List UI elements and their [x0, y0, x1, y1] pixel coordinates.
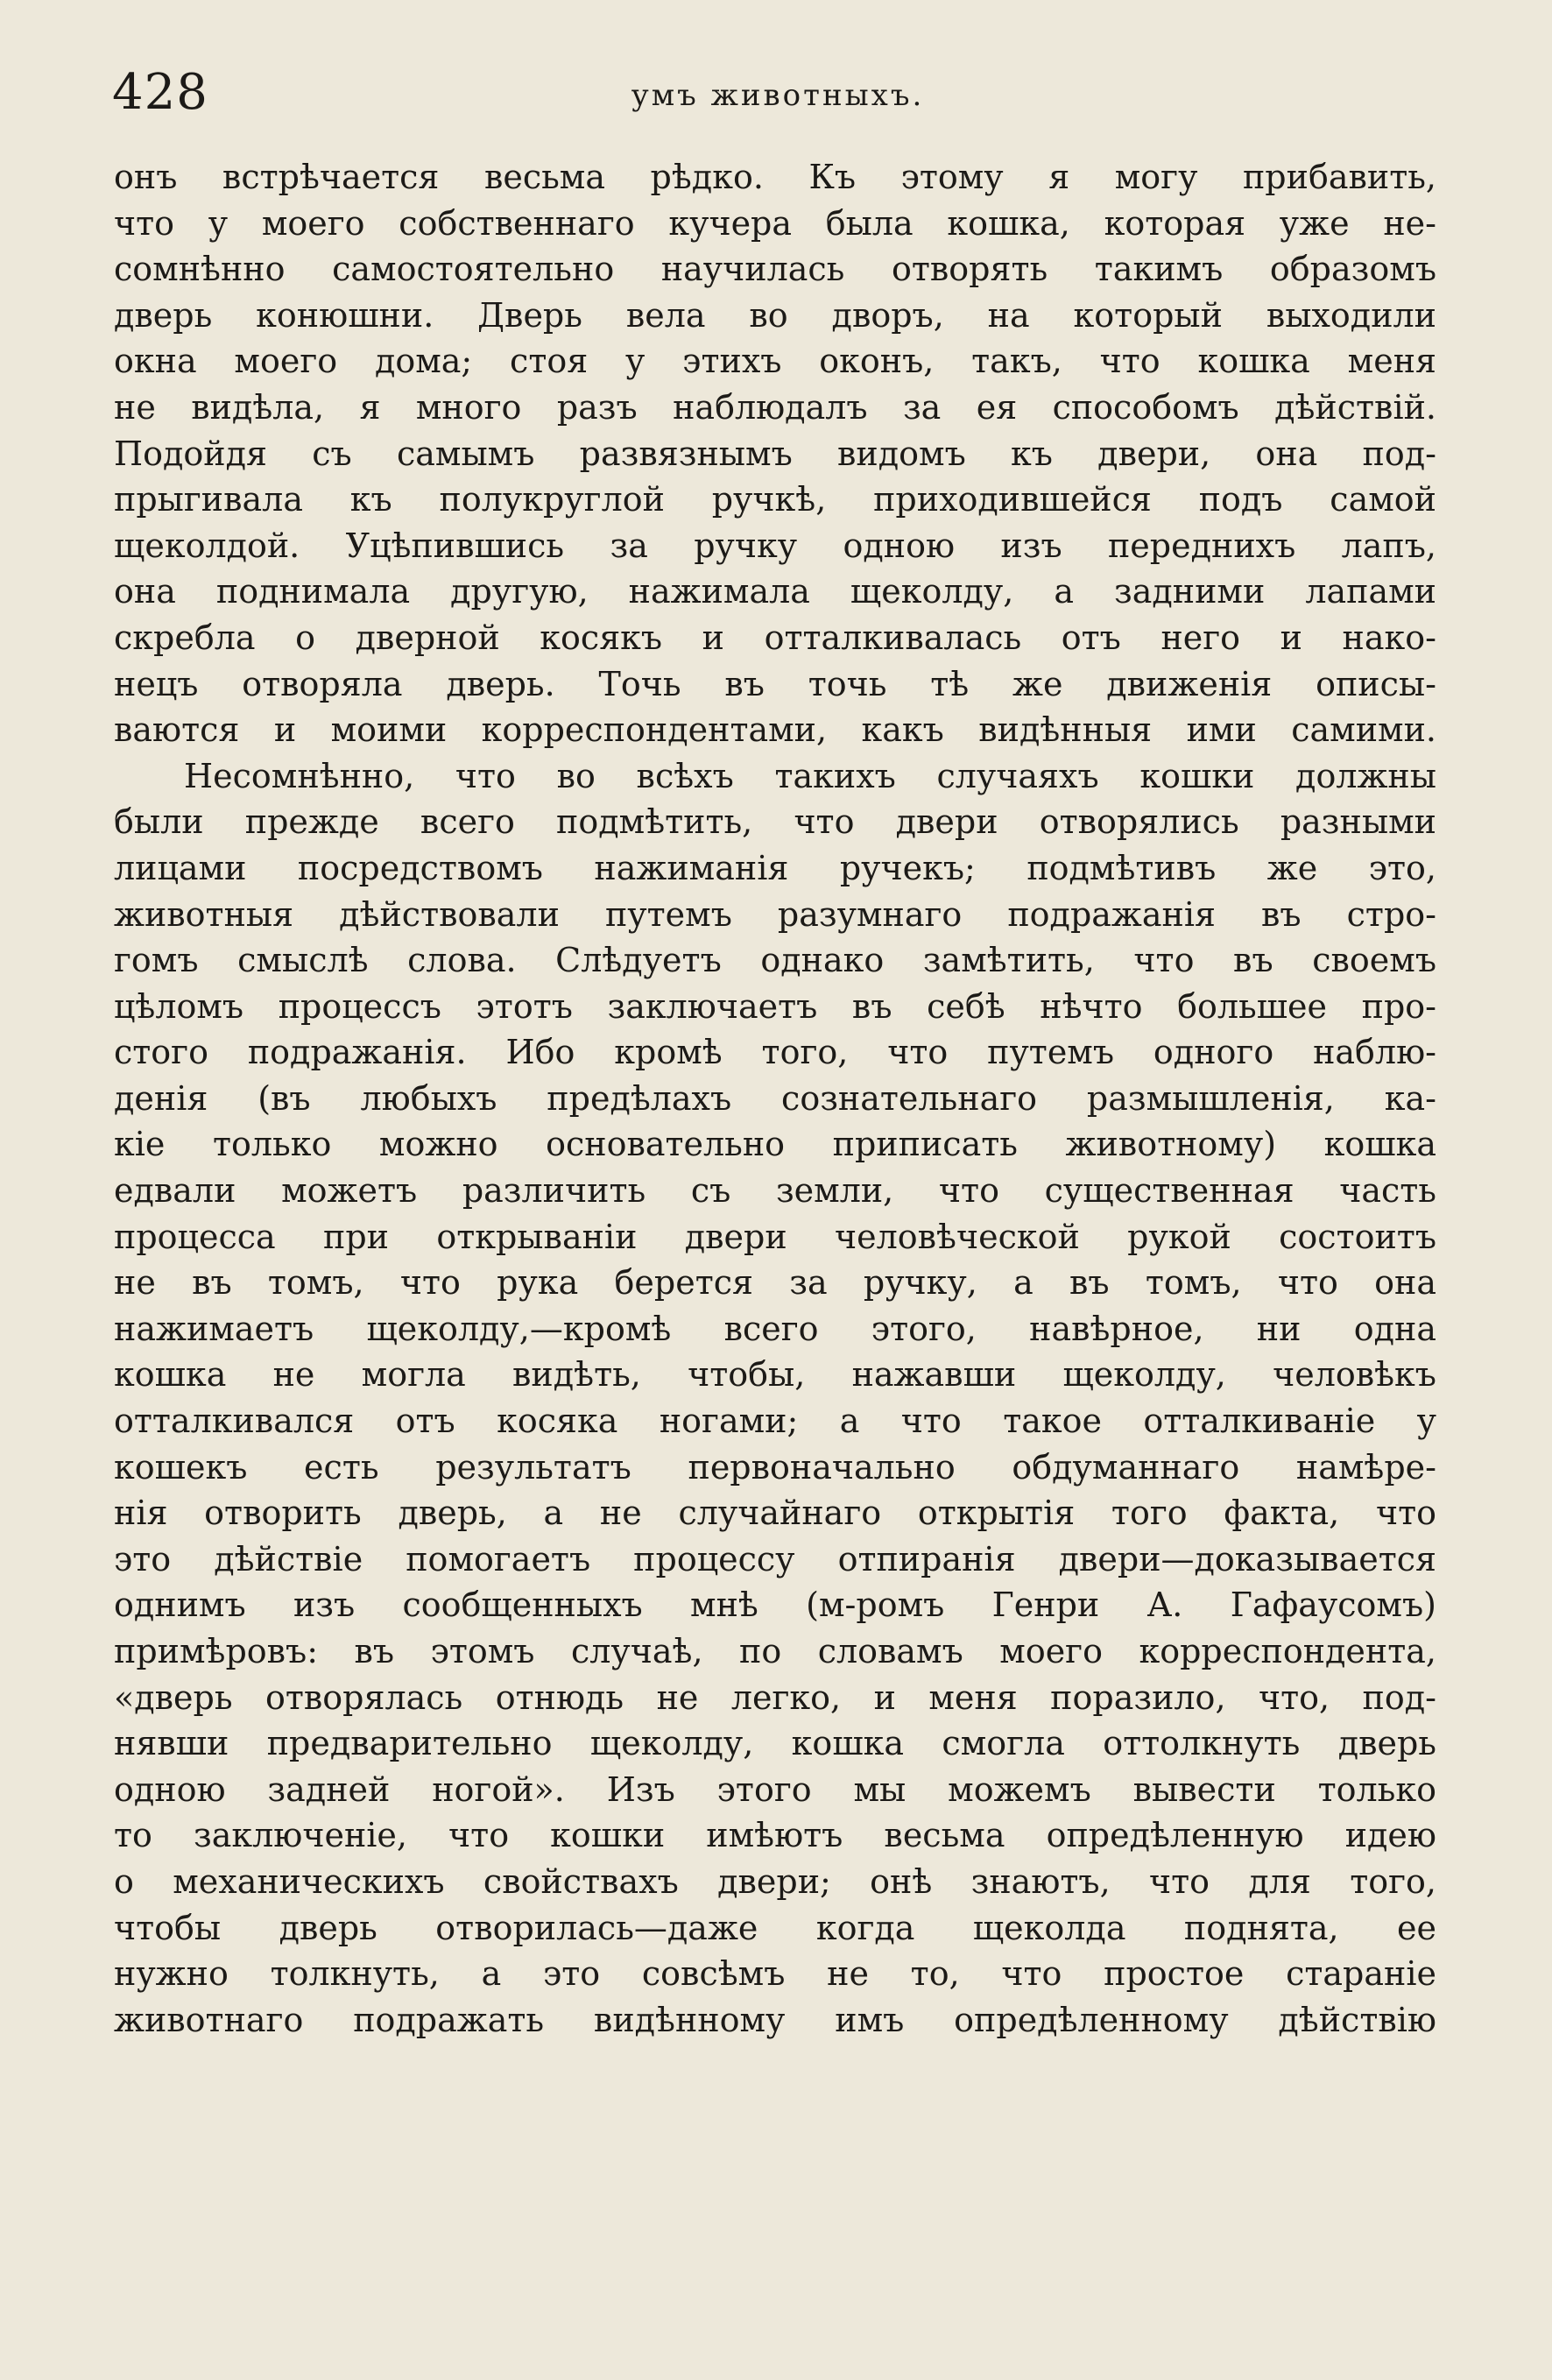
text-line: не видѣла, я много разъ наблюдалъ за ея способомъ дѣйствій.: [114, 387, 1436, 427]
text-line: отталкивался отъ косяка ногами; а что такое отталкиваніе у: [114, 1402, 1436, 1441]
text-line: кіе только можно основательно приписать животному) кошка: [114, 1125, 1436, 1164]
text-line: лицами посредствомъ нажиманія ручекъ; подмѣтивъ же это,: [114, 848, 1436, 887]
text-line: Несомнѣнно, что во всѣхъ такихъ случаяхъ кошки должны: [184, 756, 1436, 795]
text-line: «дверь отворялась отнюдь не легко, и меня поразило, что, под-: [114, 1677, 1436, 1717]
text-line: Подойдя съ самымъ развязнымъ видомъ къ двери, она под-: [114, 434, 1436, 473]
text-line: скребла о дверной косякъ и отталкивалась отъ него и нако-: [114, 618, 1436, 657]
text-line: одною задней ногой». Изъ этого мы можемъ вывести только: [114, 1769, 1436, 1809]
page-number: 428: [112, 64, 208, 121]
running-title: умъ животныхъ.: [631, 78, 925, 113]
body-text: [114, 154, 1436, 2043]
text-line: что у моего собственнаго кучера была кошка, которая уже не-: [114, 203, 1436, 243]
text-line: окна моего дома; стоя у этихъ оконъ, такъ, что кошка меня: [114, 342, 1436, 381]
text-line: сомнѣнно самостоятельно научилась отворять такимъ образомъ: [114, 250, 1436, 289]
text-line: она поднимала другую, нажимала щеколду, а задними лапами: [114, 572, 1436, 611]
text-line: то заключеніе, что кошки имѣютъ весьма опредѣленную идею: [114, 1816, 1436, 1855]
text-line: не въ томъ, что рука берется за ручку, а въ томъ, что она: [114, 1263, 1436, 1303]
text-line: стого подражанія. Ибо кромѣ того, что путемъ одного наблю-: [114, 1033, 1436, 1072]
text-line: прыгивала къ полукруглой ручкѣ, приходившейся подъ самой: [114, 480, 1436, 519]
text-line: примѣровъ: въ этомъ случаѣ, по словамъ моего корреспондента,: [114, 1632, 1436, 1670]
text-line: о механическихъ свойствахъ двери; онѣ знаютъ, что для того,: [114, 1861, 1436, 1901]
text-line: нія отворить дверь, а не случайнаго открытія того факта, что: [114, 1494, 1436, 1533]
text-line: дверь конюшни. Дверь вела во дворъ, на который выходили: [114, 295, 1436, 335]
page-header: [112, 64, 1443, 138]
text-line: процесса при открываніи двери человѣческой рукой состоитъ: [114, 1217, 1436, 1256]
text-line: нужно толкнуть, а это совсѣмъ не то, что простое стараніе: [114, 1954, 1436, 1994]
text-line: ваются и моими корреспондентами, какъ видѣнныя ими самими.: [114, 710, 1436, 750]
text-line: кошка не могла видѣть, чтобы, нажавши щеколду, человѣкъ: [114, 1355, 1436, 1395]
text-line: щеколдой. Уцѣпившись за ручку одною изъ переднихъ лапъ,: [114, 526, 1436, 565]
text-line: нажимаетъ щеколду,—кромѣ всего этого, навѣрное, ни одна: [114, 1309, 1436, 1348]
text-line: это дѣйствіе помогаетъ процессу отпиранія двери—доказывается: [114, 1539, 1436, 1578]
text-line: денія (въ любыхъ предѣлахъ сознательнаго размышленія, ка-: [114, 1078, 1436, 1118]
text-line: цѣломъ процессъ этотъ заключаетъ въ себѣ нѣчто большее про-: [114, 986, 1436, 1026]
text-line: животныя дѣйствовали путемъ разумнаго подражанія въ стро-: [114, 894, 1436, 934]
text-line: животнаго подражать видѣнному имъ опредѣленному дѣйствію: [114, 2000, 1436, 2039]
text-line: нецъ отворяла дверь. Точь въ точь тѣ же движенія описы-: [114, 664, 1436, 703]
text-line: онъ встрѣчается весьма рѣдко. Къ этому я могу прибавить,: [114, 158, 1436, 196]
text-line: чтобы дверь отворилась—даже когда щеколда поднята, ее: [114, 1908, 1436, 1947]
text-line: едвали можетъ различить съ земли, что существенная часть: [114, 1171, 1436, 1211]
text-line: нявши предварительно щеколду, кошка смогла оттолкнуть дверь: [114, 1724, 1436, 1763]
text-line: кошекъ есть результатъ первоначально обдуманнаго намѣре-: [114, 1447, 1436, 1487]
text-line: гомъ смыслѣ слова. Слѣдуетъ однако замѣтить, что въ своемъ: [114, 941, 1436, 980]
text-line: однимъ изъ сообщенныхъ мнѣ (м-ромъ Генри А. Гафаусомъ): [114, 1585, 1436, 1625]
text-line: были прежде всего подмѣтить, что двери отворялись разными: [114, 802, 1436, 842]
